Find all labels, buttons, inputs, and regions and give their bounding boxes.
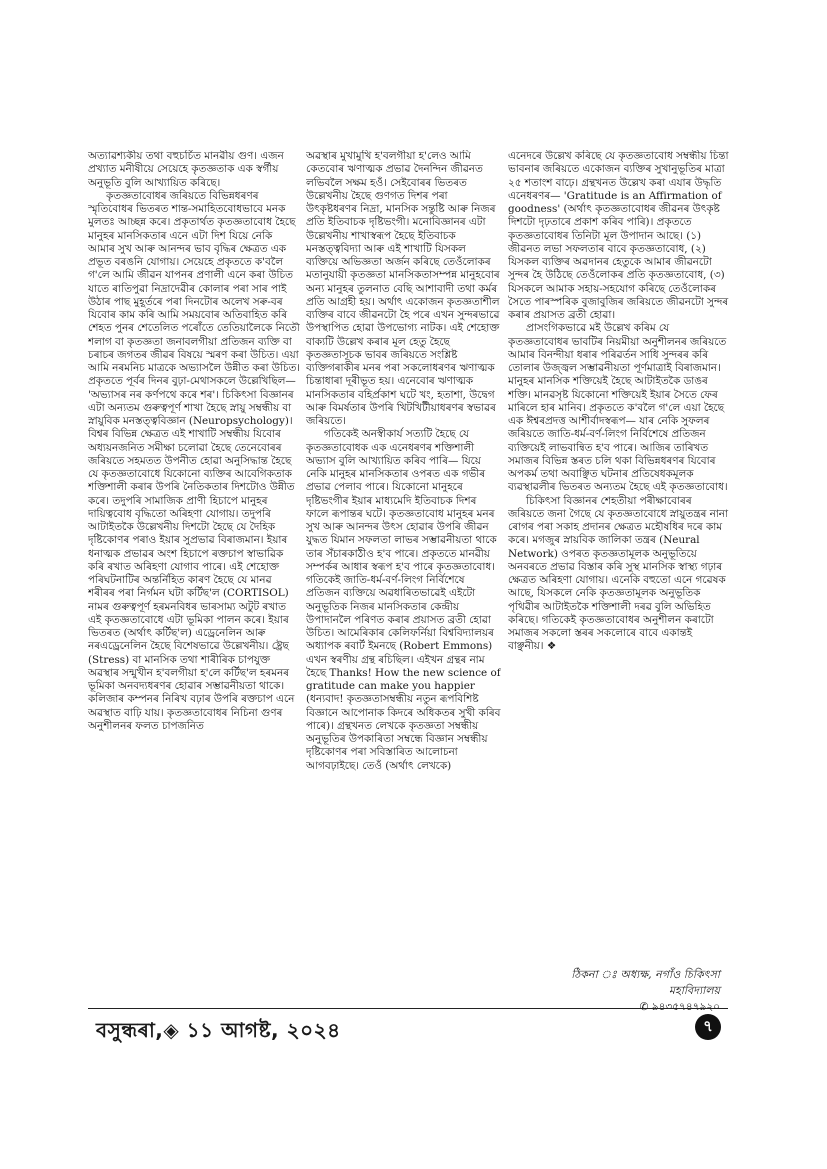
article-column-1 <box>88 150 300 1002</box>
paragraph: প্ৰাসংগিকভাৱে মই উল্লেখ কৰিম যে কৃতজ্ঞতাবোধৰ ভাবটিৰ নিয়মীয়া অনুশীলনৰ জৰিয়তে আমাৰ বিনন্দীয়া ধৰাৰ পৰিৱৰ্তন সাধি সুন্দৰৰ কৰি তোলাৰ উজ্জ্বল সম্ভাৱনীয়তা পূৰ্ণমাত্ৰাই বিৰাজমান। মানুহৰ মানসিক শক্তিয়েই হৈছে আটাইতকৈ ডাঙৰ শক্তি। মানৱসৃষ্ট যিকোনো শক্তিয়েই ইয়াৰ সৈতে ফেৰ মাৰিলে হাৰ মানিব। প্ৰকৃততে ক'বলৈ গ'লে এয়া হৈছে এক ঈশ্বৰপ্ৰদত্ত আশীৰ্বাদস্বৰূপ— যাৰ নেকি সুফলৰ জৰিয়তে জাতি-ধৰ্ম-বৰ্ণ-লিংগ নিৰ্বিশেষে প্ৰতিজন ব্যক্তিয়েই লাভবান্বিত হ'ব পাৰে। আজিৰ তাৰিখত সমাজৰ বিভিন্ন স্তৰত চলি থকা বিভিন্নধৰণৰ যিবোৰ অপকৰ্ম তথা অবাঞ্ছিত ঘটনাৰ প্ৰতিষেধকমূলক ব্যৱস্থাৱলীৰ ভিতৰত অন্যতম হৈছে এই কৃতজ্ঞতাবোধ। <box>508 322 728 494</box>
paragraph: অৱস্থাৰ মুখামুখি হ'বলগীয়া হ'লেও আমি কেতবোৰ ঋণাত্মক প্ৰভাৱ দৈনন্দিন জীৱনত লভিবলৈ সক্ষম হওঁ। সেইবোৰৰ ভিতৰত উল্লেখনীয় হৈছে গুণগত দিশৰ পৰা উৎকৃষ্টধৰণৰ নিদ্ৰা, মানসিক সন্তুষ্টি আৰু নিজৰ প্ৰতি ইতিবাচক দৃষ্টিভংগী। মনোবিজ্ঞানৰ এটা উল্লেখনীয় শাখাস্বৰূপ হৈছে ইতিবাচক মনস্তত্ত্ববিদ্যা আৰু এই শাখাটি যিসকল ব্যক্তিয়ে অভিজ্ঞতা অৰ্জন কৰিছে তেওঁলোকৰ মতানুযায়ী কৃতজ্ঞতা মানসিকতাসম্পন্ন মানুহবোৰ অন্য মানুহৰ তুলনাত বেছি আশাবাদী তথা কৰ্মৰ প্ৰতি আগ্ৰহী হয়। অৰ্থাৎ একোজন কৃতজ্ঞতাশীল ব্যক্তিৰ বাবে জীৱনটো হৈ পৰে এখন সুন্দৰভাৱে উপস্থাপিত হোৱা উপভোগ্য নাটক। এই শেহোক্ত বাক্যটি উল্লেখ কৰাৰ মূল হেতু হৈছে কৃতজ্ঞতাসূচক ভাবৰ জৰিয়তে সংশ্লিষ্ট ব্যক্তিগৰাকীৰ মনৰ পৰা সকলোধৰণৰ ঋণাত্মক চিন্তাধাৰা দূৰীভূত হয়। এনেবোৰ ঋণাত্মক মানসিকতাৰ বহিৰ্প্ৰকাশ ঘটে খং, হতাশা, উদ্বেগ আৰু বিমৰ্ষতাৰ উপৰি খিটখিটীয়াধৰণৰ স্বভাৱৰ জৰিয়তে। <box>306 150 500 427</box>
masthead-date: বসুন্ধৰা,◈ ১১ আগষ্ট, ২০২৪ <box>96 1018 341 1042</box>
paragraph: গতিকেই অনস্বীকাৰ্য সত্যটি হৈছে যে কৃতজ্ঞতাবোধক এক এনেধৰণৰ শক্তিশালী অভ্যাস বুলি আখ্যায়িত কৰিব পাৰি— যিয়ে নেকি মানুহৰ মানসিকতাৰ ওপৰত এক গভীৰ প্ৰভাৱ পেলাব পাৰে। যিকোনো মানুহৰে দৃষ্টিভংগীৰ ইয়াৰ মাধ্যমেদি ইতিবাচক দিশৰ ফালে ৰূপান্তৰ ঘটে। কৃতজ্ঞতাবোধ মানুহৰ মনৰ সুখ আৰু আনন্দৰ উৎস হোৱাৰ উপৰি জীৱন যুদ্ধত যিমান সফলতা লাভৰ সম্ভাৱনীয়তা থাকে তাৰ সঁচাৰকাঠীও হ'ব পাৰে। প্ৰকৃততে মানৱীয় সম্পৰ্কৰ আধাৰ স্বৰূপ হ'ব পাৰে কৃতজ্ঞতাবোধ। গতিকেই জাতি-ধৰ্ম-বৰ্ণ-লিংগ নিৰ্বিশেষে প্ৰতিজন ব্যক্তিয়ে অৱধাৰিতভাৱেই এইটো অনুভূতিক নিজৰ মানসিকতাৰ কেন্দ্ৰীয় উপাদানলৈ পৰিণত কৰাৰ প্ৰয়াসত ব্ৰতী হোৱা উচিত। আমেৰিকাৰ কেলিফৰ্নিয়া বিশ্ববিদ্যালয়ৰ অধ্যাপক ৰবাৰ্ট ইমনছে (Robert Emmons) এখন স্বৰণীয় গ্ৰন্থ ৰচিছিল। এইখন গ্ৰন্থৰ নাম হৈছে Thanks! How the new science of gratitude can make you happier (ধন্যবাদ! কৃতজ্ঞতাসম্বন্ধীয় নতুন ৰূপবিশিষ্ট বিজ্ঞানে আপোনাক কিদৰে অধিকতৰ সুখী কৰিব পাৰে)। গ্ৰন্থখনত লেখকে কৃতজ্ঞতা সম্বন্ধীয় অনুভূতিৰ উপকাৰিতা সম্বন্ধে বিজ্ঞান সম্বন্ধীয় দৃষ্টিকোণৰ পৰা সবিস্তাৰিত আলোচনা আগবঢ়াইছে। তেওঁ (অৰ্থাৎ লেখকে) <box>306 428 501 772</box>
paragraph: চিকিৎসা বিজ্ঞানৰ শেহতীয়া পৰীক্ষাবোৰৰ জৰিয়তে জনা গৈছে যে কৃতজ্ঞতাবোধে স্নায়ুতন্ত্ৰৰ নানা ৰোগৰ পৰা সকাহ প্ৰদানৰ ক্ষেত্ৰত মহৌষধিৰ দৰে কাম কৰে। মগজুৰ স্নায়বিক জালিকা তন্ত্ৰৰ (Neural Network) ওপৰত কৃতজ্ঞতামূলক অনুভূতিয়ে অনবৰতে প্ৰভাৱ বিস্তাৰ কৰি সুস্থ মানসিক স্বাস্থ্য গঢ়াৰ ক্ষেত্ৰত অৰিহণা যোগায়। এনেকি বহুতো এনে গৱেষক আছে, যিসকলে নেকি কৃতজ্ঞতামূলক অনুভূতিক পৃথিৱীৰ আটাইতকৈ শক্তিশালী দৰৱ বুলি অভিহিত কৰিছে। গতিকেই কৃতজ্ঞতাবোধৰ অনুশীলন কৰাটো সমাজৰ সকলো স্তৰৰ সকলোৰে বাবে একান্তই বাঞ্ছনীয়। ❖ <box>508 494 729 653</box>
address-line: মহাবিদ্যালয় <box>668 984 720 997</box>
paragraph: অত্যাৱশ্যকীয় তথা বহুচৰ্চিত মানৱীয় গুণ। এজন প্ৰখ্যাত মনীষীয়ে সেয়েহে কৃতজ্ঞতাক এক স্বৰ্গীয় অনুভূতি বুলি আখ্যায়িত কৰিছে। <box>88 150 284 189</box>
article-column-2 <box>306 150 501 1002</box>
page-number: ৭ <box>695 1014 721 1040</box>
paragraph: এনেদৰে উল্লেখ কৰিছে যে কৃতজ্ঞতাবোধ সম্বন্ধীয় চিন্তা ভাবনাৰ জৰিয়তে একোজন ব্যক্তিৰ সুখানুভূতিৰ মাত্ৰা ২৫ শতাংশ বাঢ়ে। গ্ৰন্থখনত উল্লেখ কৰা এযাৰ উদ্ধৃতি এনেধৰণৰ— 'Gratitude is an Affirmation of goodness' (অৰ্থাৎ কৃতজ্ঞতাবোধৰ জীৱনৰ উৎকৃষ্ট দিশটো দৃঢ়তাৰে প্ৰকাশ কৰিব পাৰি)। প্ৰকৃততে কৃতজ্ঞতাবোধৰ তিনিটা মূল উপাদান আছে। (১) জীৱনত লভা সফলতাৰ বাবে কৃতজ্ঞতাবোধ, (২) যিসকল ব্যক্তিৰ অৱদানৰ হেতুকে আমাৰ জীৱনটো সুন্দৰ হৈ উঠিছে তেওঁলোকৰ প্ৰতি কৃতজ্ঞতাবোধ, (৩) যিসকলে আমাক সহায়-সহযোগ কৰিছে তেওঁলোকৰ সৈতে পাৰস্পৰিক বুজাবুজিৰ জৰিয়তে জীৱনটো সুন্দৰ কৰাৰ প্ৰয়াসত ব্ৰতী হোৱা। <box>508 150 729 321</box>
paragraph: কৃতজ্ঞতাবোধৰ জৰিয়তে বিভিন্নধৰণৰ স্মৃতিবোধৰ ভিতৰত শান্ত-সমাহিতবোধভাবে মনক মুলতঃ আচ্ছন্ন কৰে। প্ৰকৃতাৰ্থত কৃতজ্ঞতাবোধ হৈছে মানুহৰ মানসিকতাৰ এনে এটা দিশ যিয়ে নেকি আমাৰ সুখ আৰু আনন্দৰ ভাব বৃদ্ধিৰ ক্ষেত্ৰত এক প্ৰভূত বৰঙনি যোগায়। সেয়েহে প্ৰকৃততে ক'বলৈ গ'লে আমি জীৱন যাপনৰ প্ৰণালী এনে কৰা উচিত যাতে ৰাতিপুৱা নিদ্ৰাদেৱীৰ কোলাৰ পৰা সাৰ পাই উঠাৰ পাছ মুহূৰ্তৰে পৰা দিনটোৰ অলেখ সৰু-বৰ যিবোৰ কাম কৰি আমি সময়বোৰ অতিবাহিত কৰি শেহত পুনৰ শেতেলিত পৰোঁতে তেতিয়ালৈকে নিতৌ শলাগ বা কৃতজ্ঞতা জনাবলগীয়া প্ৰতিজন ব্যক্তি বা চৰাচৰ জগতৰ জীৱৰ বিষয়ে স্মৰণ কৰা উচিত। এয়া আমি নৰমনিচ মাত্ৰকে অভ্যাসলৈ উন্নীত কৰা উচিত। প্ৰকৃততে পূৰ্বৰ দিনৰ বুঢ়া-মেথাসকলে উল্লেখিছিল— 'অভ্যাসৰ নৰ কৰ্ণপথে কৰে শৰ'। চিকিৎসা বিজ্ঞানৰ এটা অন্যতম গুৰুত্বপূৰ্ণ শাখা হৈছে স্নায়ু সম্বন্ধীয় বা স্নায়ুবিক মনস্তত্ত্ববিজ্ঞান (Neuropsychology)। বিশ্বৰ বিভিন্ন ক্ষেত্ৰত এই শাখাটি সম্বন্ধীয় যিবোৰ অধ্যয়নজনিত সমীক্ষা চলোৱা হৈছে তেনেবোৰৰ জৰিয়তে সহমতত উপনীত হোৱা অনুসিদ্ধান্ত হৈছে যে কৃতজ্ঞতাবোধে যিকোনো ব্যক্তিৰ আবেগিকতাক শক্তিশালী কৰাৰ উপৰি নৈতিকতাৰ দিশটোও উন্নীত কৰে। তদুপৰি সামাজিক প্ৰাণী হিচাপে মানুহৰ দায়িত্ববোধ বৃদ্ধিতো অৰিহণা যোগায়। তদুপৰি আটাইতকৈ উল্লেখনীয় দিশটো হৈছে যে দৈহিক দৃষ্টিকোণৰ পৰাও ইয়াৰ সুপ্ৰভাৱ বিৰাজমান। ইয়াৰ ধনাত্মক প্ৰভাৱৰ অংশ হিচাপে ৰক্তচাপ স্বাভাৱিক কৰি ৰখাত অৰিহণা যোগাব পাৰে। এই শেহোক্ত পৰিঘটনাটিৰ অন্তৰ্নিহিত কাৰণ হৈছে যে মানৱ শৰীৰৰ পৰা নিৰ্গমন ঘটা কৰ্টিছ'ল (CORTISOL) নামৰ গুৰুত্বপূৰ্ণ হৰমনবিধৰ ভাৰসাম্য অটুট ৰখাত এই কৃতজ্ঞতাবোধে এটা ভূমিকা পালন কৰে। ইয়াৰ ভিতৰত (অৰ্থাৎ কৰ্টিছ'ল) এড্ৰেনেলিন আৰু নৰএড্ৰেনেলিন হৈছে বিশেষভাৱে উল্লেখনীয়। ষ্ট্ৰেছ (Stress) বা মানসিক তথা শাৰীৰিক চাপযুক্ত অৱস্থাৰ সন্মুখীন হ'বলগীয়া হ'লে কৰ্টিছ'ল হৰমনৰ ভূমিকা অনবদ্যধৰণৰ হোৱাৰ সম্ভাৱনীয়তা থাকে। কলিজাৰ কম্পনৰ নিৰিখ বঢ়াৰ উপৰি ৰক্তচাপ এনে অৱস্থাত বাঢ়ি যায়। কৃতজ্ঞতাবোধৰ নিচিনা গুণৰ অনুশীলনৰ ফলত চাপজনিত <box>88 189 300 732</box>
phone-number: ✆ ৯৪৩৫৭৪৭৯২০ <box>639 1001 720 1013</box>
address-line: ঠিকনা ঃ অধ্যক্ষ, নগাঁও চিকিৎসা <box>571 968 720 981</box>
footer-divider <box>88 1008 728 1009</box>
article-column-3 <box>508 150 730 670</box>
